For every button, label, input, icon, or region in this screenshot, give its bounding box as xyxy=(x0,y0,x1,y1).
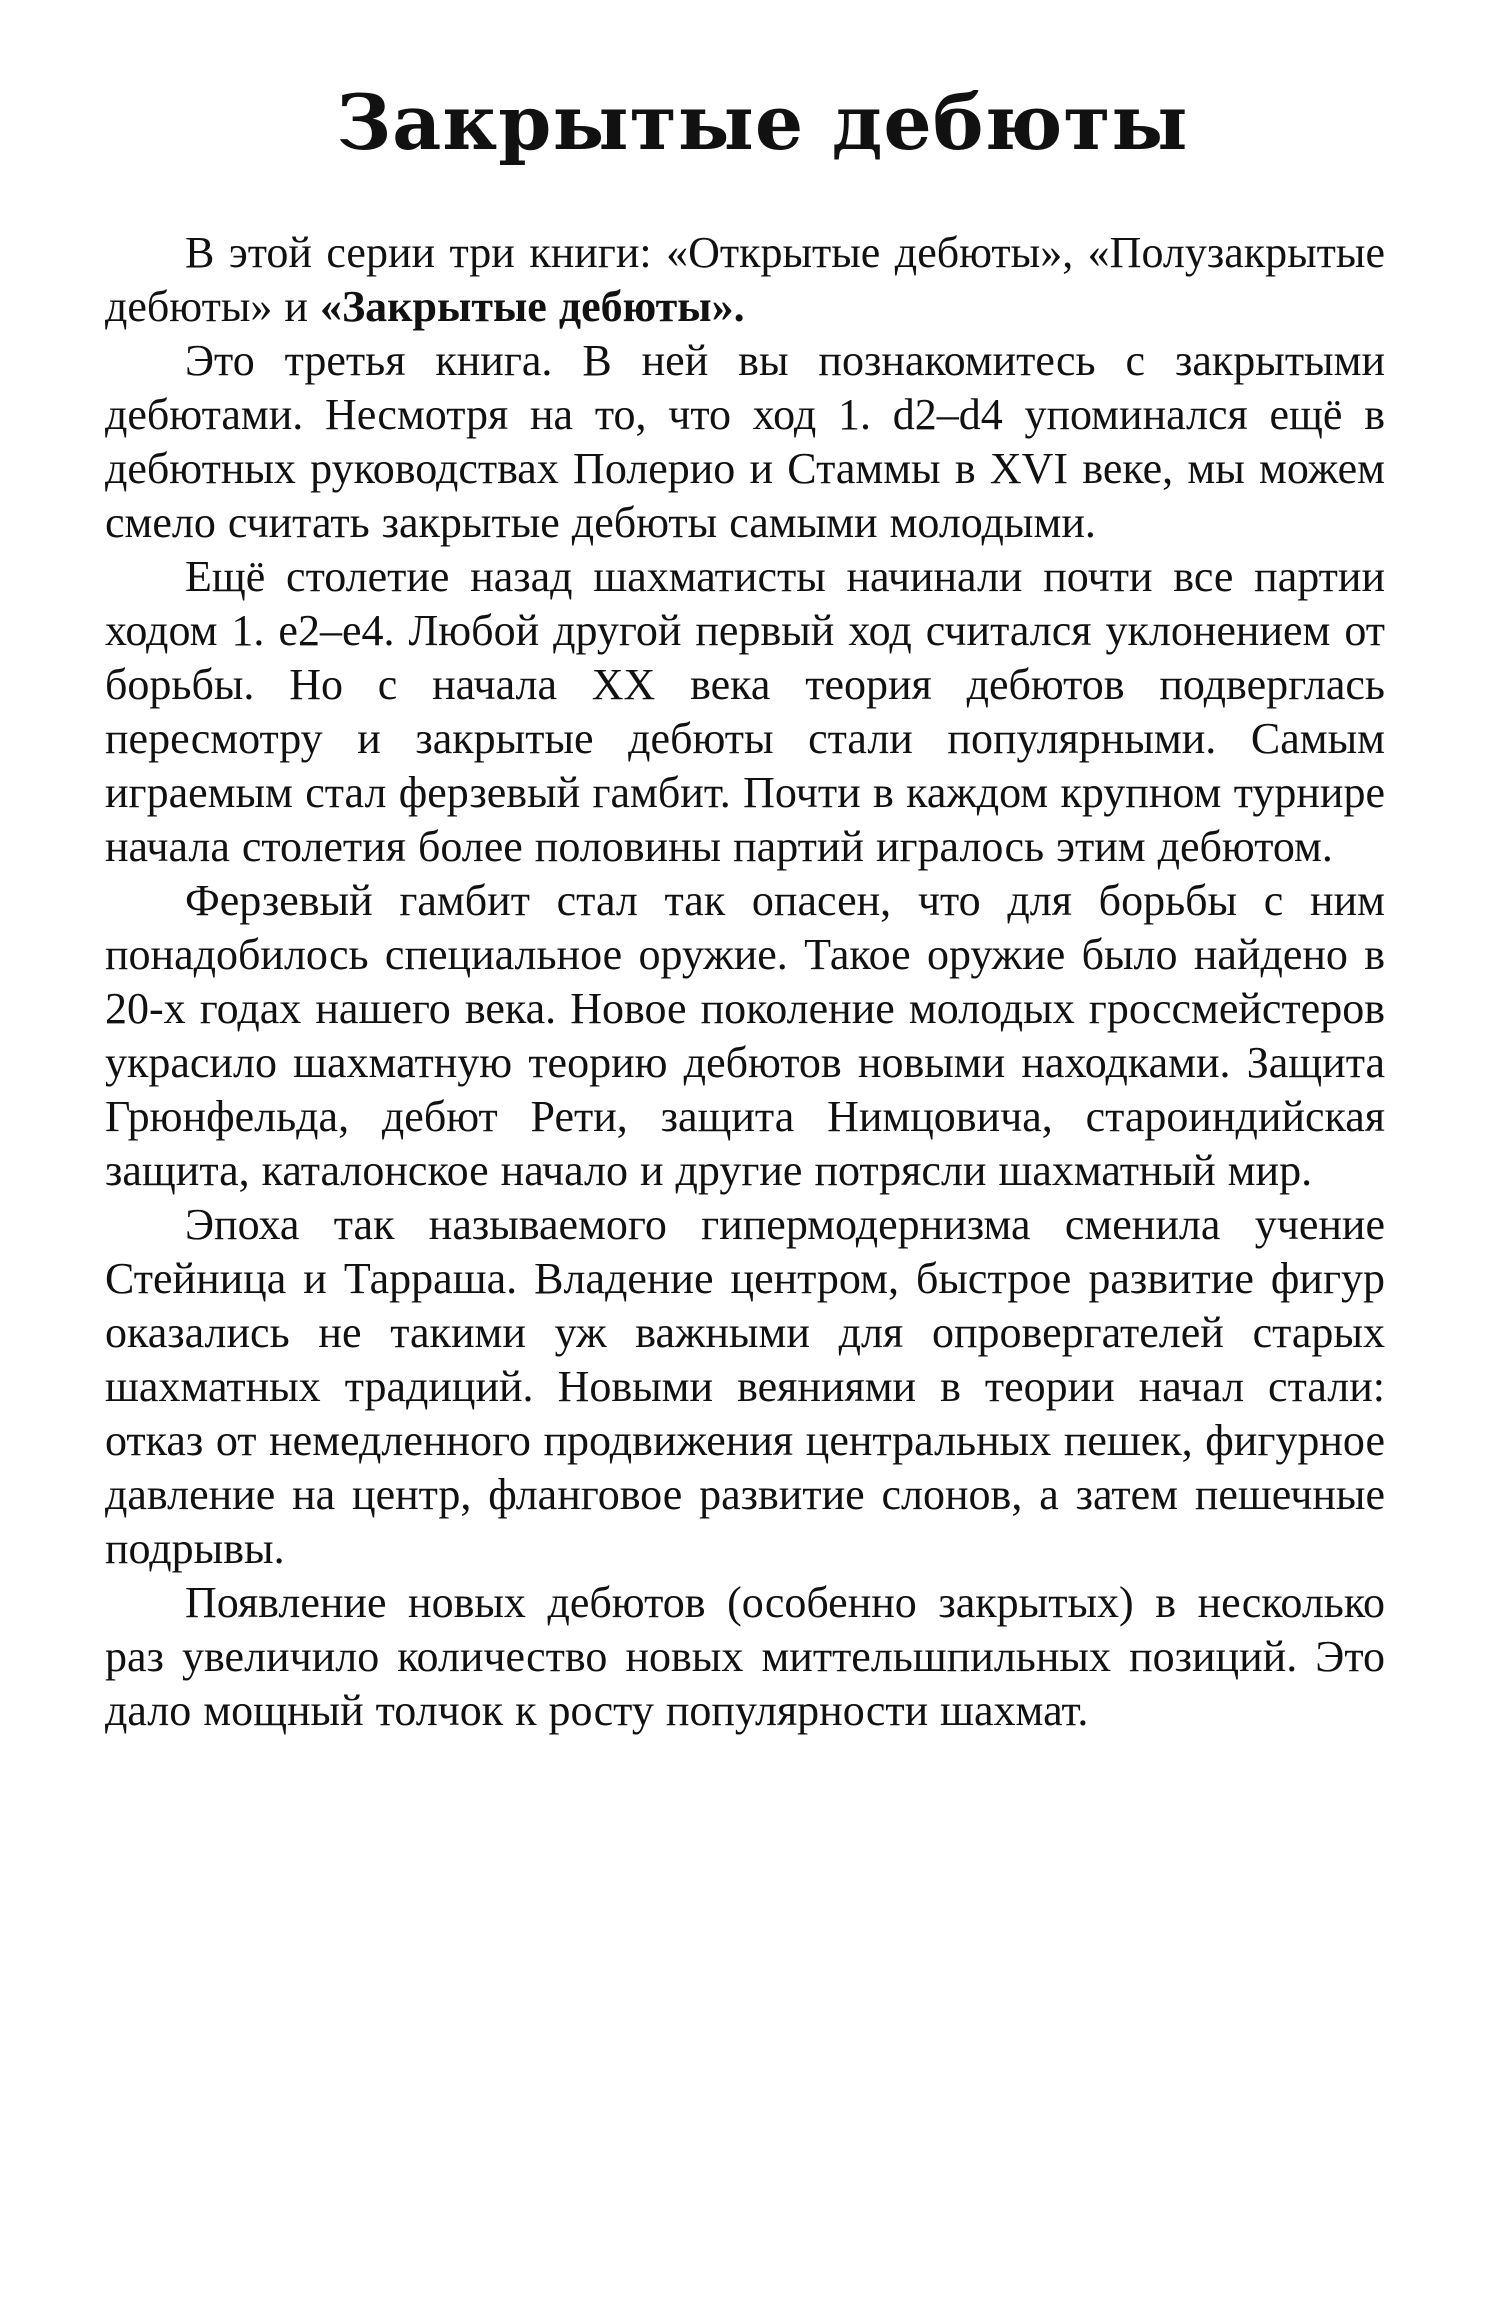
page-title: Закрытые дебюты xyxy=(336,78,1189,167)
book-title-bold: «Закрытые дебюты». xyxy=(319,282,745,331)
book-page xyxy=(105,78,1385,1738)
paragraph-5: Эпоха так называемого гипермодернизма сменила учение Стейница и Тарраша. Владение центром, быстрое развитие фигур оказались не такими уж важными для опровергателей старых шахматных традиций. Новыми веяниями в теории начал стали: отказ от немедленного продвижения центральных пешек, фигурное давление на центр, фланговое развитие слонов, а затем пешечные подрывы. xyxy=(105,1200,1385,1573)
paragraph-4: Ферзевый гамбит стал так опасен, что для борьбы с ним понадобилось специальное оружие. Такое оружие было найдено в 20-х годах нашего века. Новое поколение молодых гроссмейстеров украсило шахматную теорию дебютов новыми находками. Защита Грюнфельда, дебют Рети, защита Нимцовича, староиндийская защита, каталонское начало и другие потрясли шахматный мир. xyxy=(105,876,1385,1195)
page-body xyxy=(105,226,1385,1738)
paragraph-1-text: В этой серии три книги: «Открытые дебюты», «Полузакрытые дебюты» и xyxy=(105,228,1385,331)
paragraph-6: Появление новых дебютов (особенно закрытых) в несколько раз увеличило количество новых миттельшпильных позиций. Это дало мощный толчок к росту популярности шахмат. xyxy=(105,1578,1385,1735)
paragraph-3: Ещё столетие назад шахматисты начинали почти все партии ходом 1. e2–e4. Любой другой первый ход считался уклонением от борьбы. Но с начала XX века теория дебютов подверглась пересмотру и закрытые дебюты стали популярными. Самым играемым стал ферзевый гамбит. Почти в каждом крупном турнире начала столетия более половины партий игралось этим дебютом. xyxy=(105,552,1385,871)
paragraph-2: Это третья книга. В ней вы познакомитесь с закрытыми дебютами. Несмотря на то, что ход 1. d2–d4 упоминался ещё в дебютных руководствах Полерио и Стаммы в XVI веке, мы можем смело считать закрытые дебюты самыми молодыми. xyxy=(105,336,1385,547)
paragraph-1 xyxy=(105,226,1385,334)
